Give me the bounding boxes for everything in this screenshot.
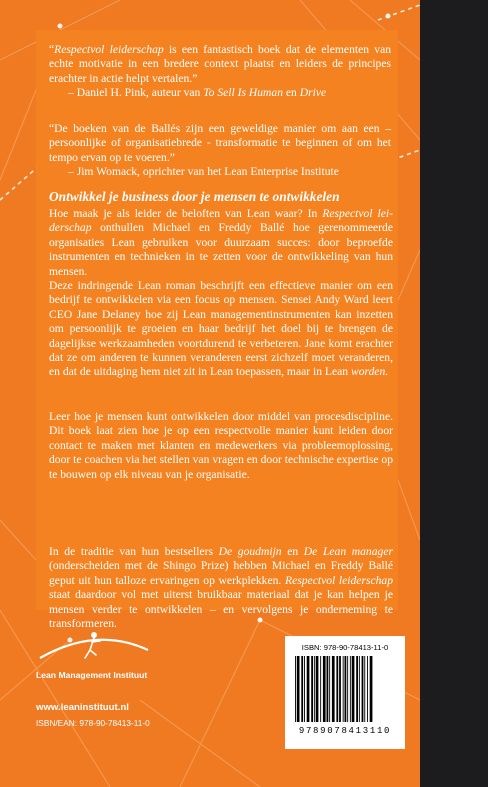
barcode-bar <box>301 656 303 722</box>
barcode-bar <box>323 656 326 722</box>
barcode-bar <box>297 656 300 722</box>
quote-open-mark: “ <box>49 43 55 56</box>
paragraph-process: Leer hoe je mensen kunt ontwikkelen door middel van procesdiscipline. Dit boek laat zien hoe je op een respectvolle manier kunt leiden door contact te maken met klanten en medewerkers via probleemoplossing, door te coachen via het stellen van vragen en door technische expertise op te bouwen op elk niveau van je organisatie. <box>49 410 393 481</box>
publisher-name: Lean Management Instituut <box>36 670 148 680</box>
quote-text: is een fantastisch boek dat de elementen van echte motivatie in een bredere context plaatst en leiders de principes erachter in actie helpt vertalen.” <box>49 43 392 85</box>
barcode-bar <box>311 656 313 722</box>
barcode-box <box>285 636 405 749</box>
book-title-italic: Respectvol leiderschap <box>54 43 164 56</box>
quote-attribution: – Jim Womack, oprichter van het Lean Enterprise Institute <box>68 165 339 179</box>
barcode-bar <box>314 656 315 722</box>
barcode-isbn-label: ISBN: 978-90-78413-11-0 <box>301 643 389 652</box>
barcode-bar <box>329 656 330 722</box>
barcode-bar <box>364 656 365 722</box>
section-heading: Ontwikkel je business door je mensen te ontwikkelen <box>49 189 340 204</box>
barcode-digits: 9789078413110 <box>298 726 392 736</box>
barcode-bar <box>350 656 351 722</box>
barcode-bar <box>362 656 364 722</box>
barcode-bar <box>347 656 348 722</box>
barcode-bar <box>343 656 344 722</box>
isbn-ean-text: ISBN/EAN: 978-90-78413-11-0 <box>36 718 150 728</box>
quote-womack <box>49 122 391 180</box>
paragraph-story: Deze indringende Lean roman beschrijft een effectieve manier om een bedrijf te ontwikkelen via een focus op mensen. Sensei Andy Ward leert CEO Jane Delaney hoe zij Lean managementinstrumenten kan inzetten om persoonlijk te groeien en haar bedrijf het doel bij te brengen de dagelijkse werkzaamheden voortdurend te verbeteren. Jane komt erachter dat ze om anderen te kunnen veranderen eerst zichzelf moet veranderen, en dat de uitdaging hem niet zit in Lean toepassen, maar in Lean worden. <box>49 279 393 379</box>
barcode-bar <box>304 656 305 722</box>
barcode-bar <box>359 656 360 722</box>
barcode-bar <box>370 656 373 722</box>
barcode-bar <box>295 656 296 722</box>
barcode-bars <box>293 656 397 724</box>
barcode-bar <box>327 656 329 722</box>
barcode-bar <box>352 656 355 722</box>
barcode-bar <box>336 656 338 722</box>
barcode-bar <box>307 656 310 722</box>
book-spine <box>420 0 488 787</box>
barcode-bar <box>320 656 321 722</box>
barcode-bar <box>339 656 341 722</box>
publisher-website-link[interactable]: www.leaninstituut.nl <box>36 702 129 713</box>
quote-pink <box>49 43 391 101</box>
paragraph-tradition: In de traditie van hun bestsellers De goudmijn en De Lean manager (onderscheiden met de Shingo Prize) hebben Michael en Freddy Ballé geput uit hun talloze ervaringen op werkplekken. Respectvol leiderschap staat daardoor vol met uiterst bruikbaar materiaal dat je kan helpen je mensen verder te ontwikkelen – en vervolgens je onderneming te transformeren. <box>49 545 394 631</box>
barcode-bar <box>356 656 358 722</box>
quote-attribution: – Daniel H. Pink, auteur van To Sell Is Human en Drive <box>68 86 327 100</box>
paragraph-intro: Hoe maak je als leider de beloften van Lean waar? In Respectvol leiderschap onthullen Michael en Freddy Ballé hoe gerenommeerde organisaties Lean gebruiken voor duurzaam succes: door beproefde instrumenten en technieken in te zetten voor de ontwikkeling van hun mensen. <box>49 207 393 278</box>
barcode-bar <box>367 656 368 722</box>
barcode-bar <box>316 656 319 722</box>
barcode-bar <box>345 656 347 722</box>
quote-text: “De boeken van de Ballés zijn een geweldige manier om aan een – persoonlijke of organisatiebrede - transformatie te beginnen of om het tempo ervan op te voeren.” <box>49 122 391 164</box>
figure-arc-logo-icon <box>36 628 156 668</box>
barcode-bar <box>332 656 335 722</box>
